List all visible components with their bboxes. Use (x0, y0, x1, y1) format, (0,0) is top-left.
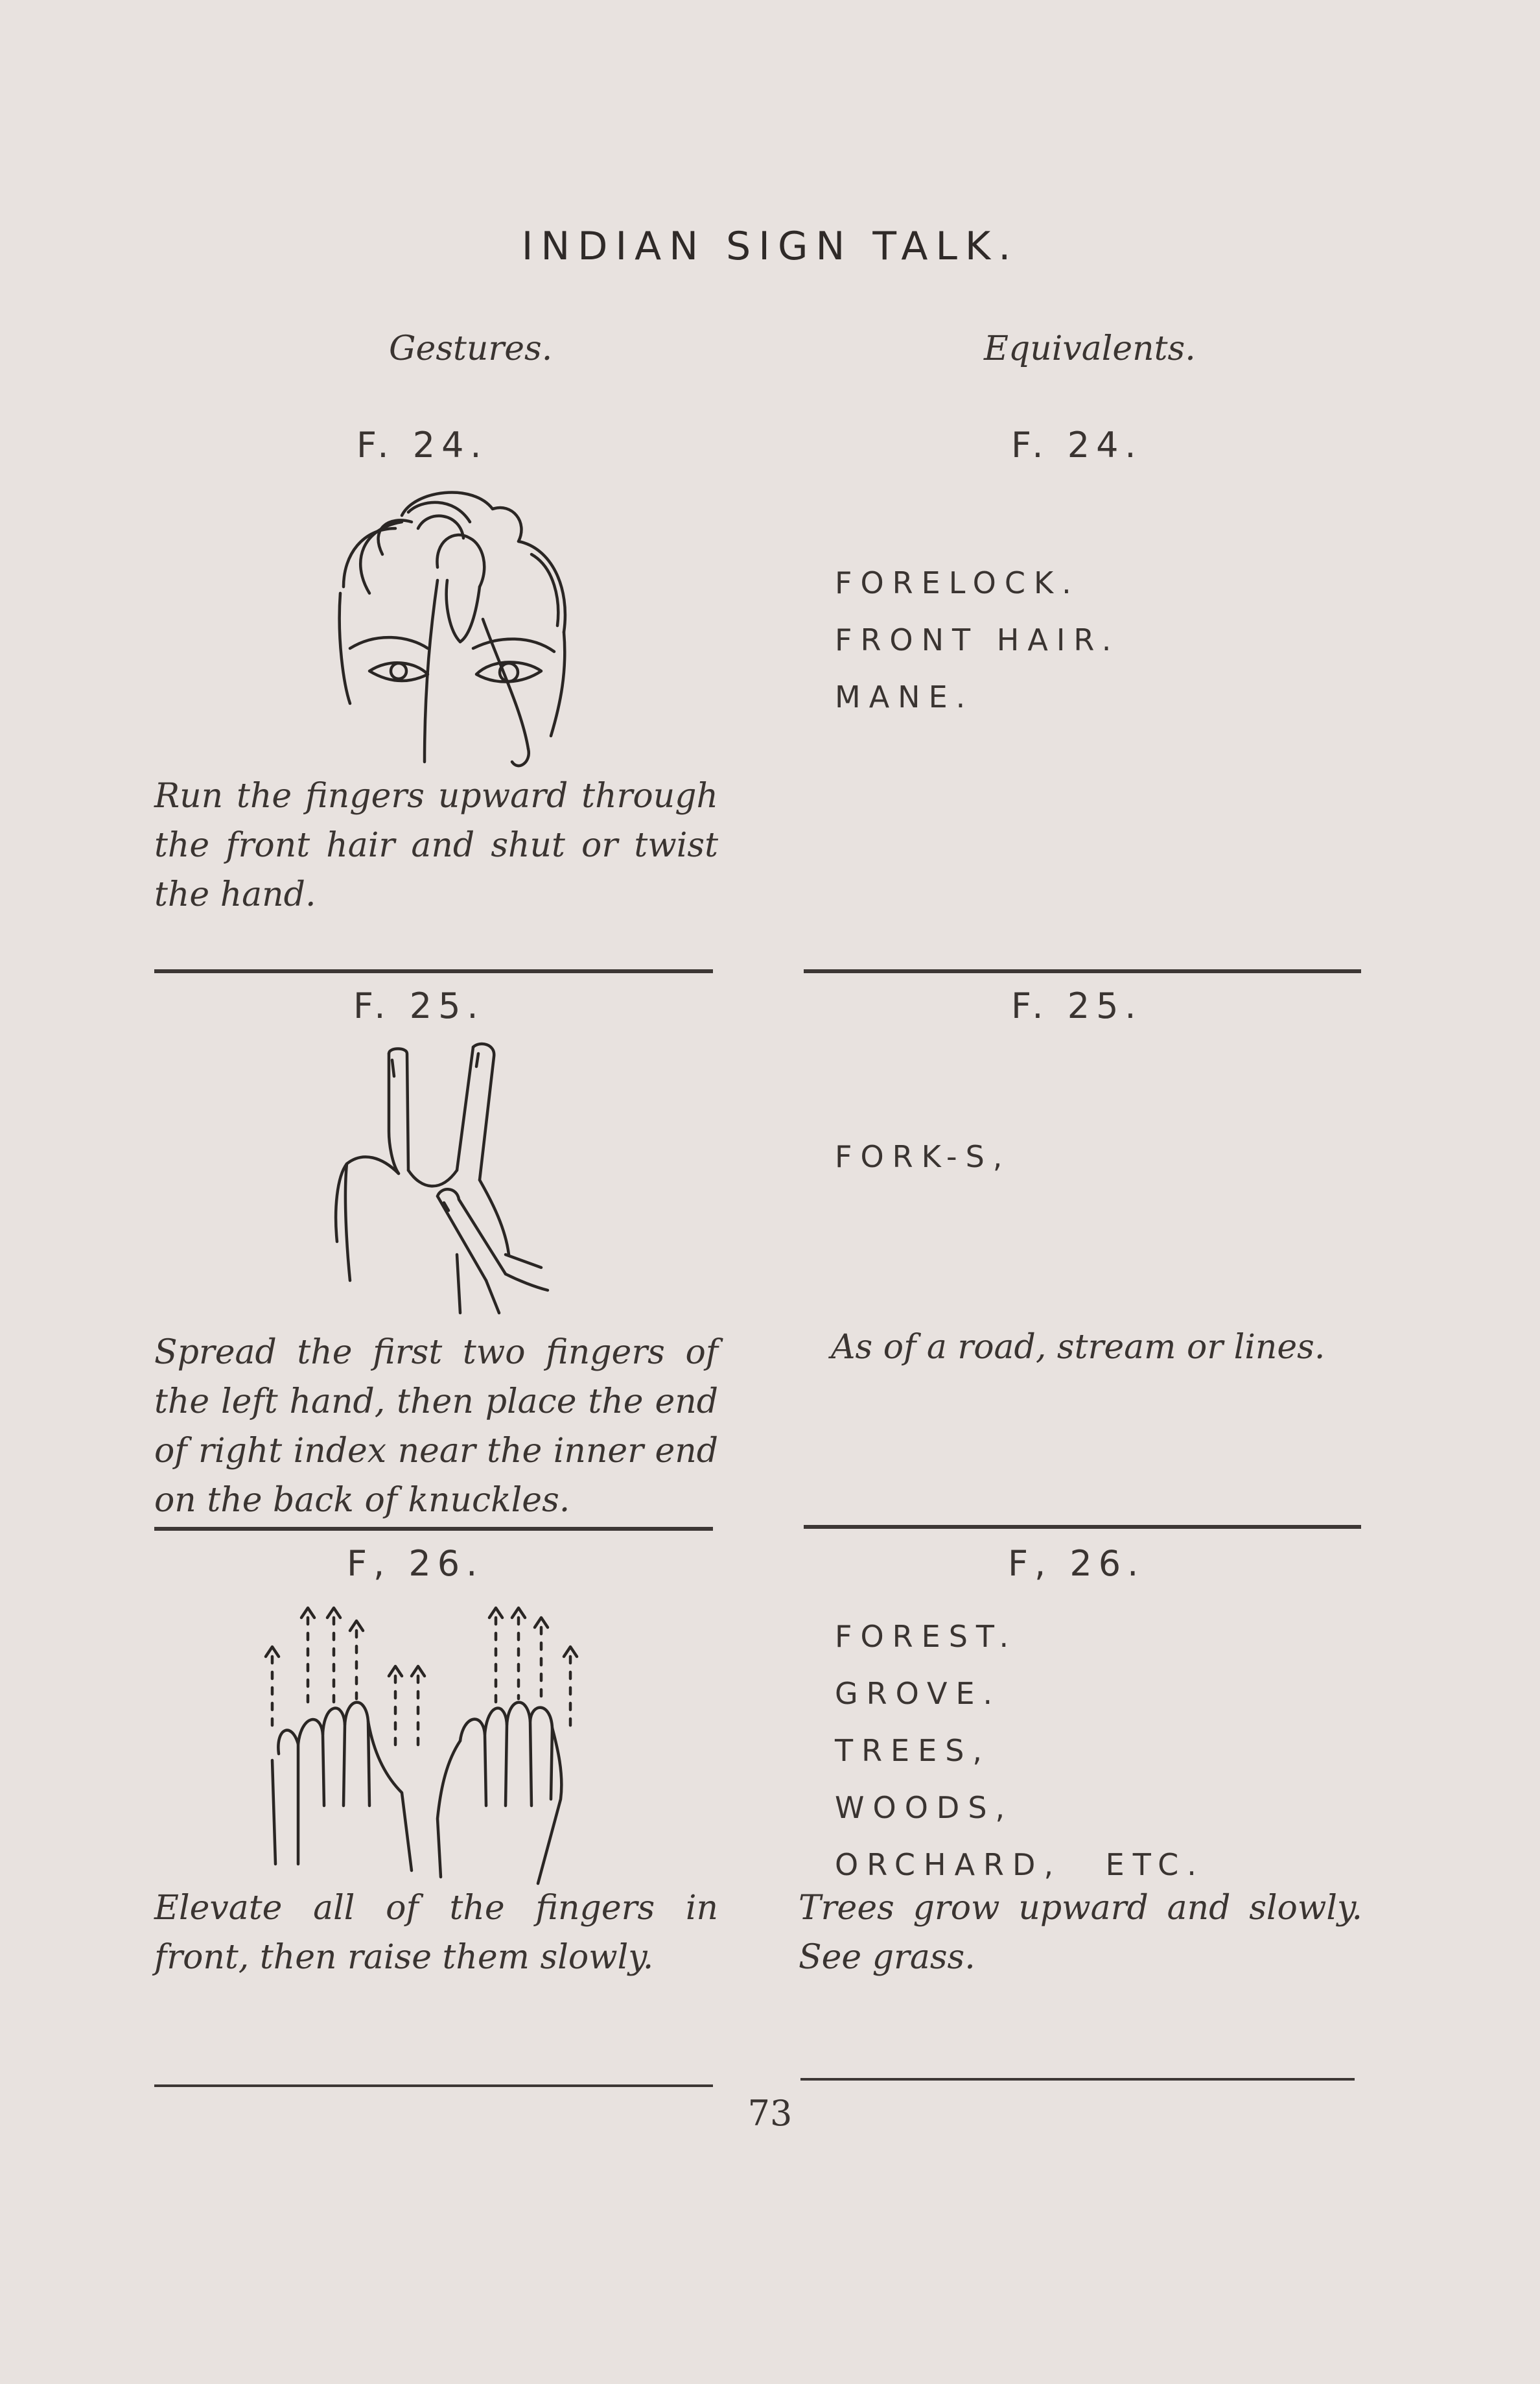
equivalent-note-f25: As of a road, stream or lines. (831, 1328, 1325, 1367)
equivalent-term: FORK-S, (835, 1139, 1011, 1174)
equivalent-note-f26: Trees grow upward and slowly. See grass. (799, 1889, 1362, 1977)
gesture-description-f24: Run the fingers upward through the front hair and shut or twist the hand. (154, 777, 718, 914)
section-divider (804, 1525, 1361, 1529)
page-number: 73 (747, 2093, 793, 2134)
equivalent-term: FORELOCK. (835, 565, 1080, 600)
forked-fingers-illustration (311, 1041, 564, 1319)
section-divider (804, 969, 1361, 973)
section-divider (154, 2084, 713, 2087)
equivalents-label-f26: F, 26. (1008, 1543, 1145, 1584)
page-title: INDIAN SIGN TALK. (521, 224, 1019, 269)
figure-label-f25: F. 25. (353, 985, 485, 1026)
equivalents-column-heading: Equivalents. (984, 329, 1196, 368)
equivalent-term: MANE. (835, 679, 974, 714)
equivalents-list-f24 (835, 554, 1119, 726)
gesture-description-f25: Spread the first two fingers of the left hand, then place the end of right index near the inner end on the back of knuckles. (154, 1333, 718, 1520)
equivalent-term: FRONT HAIR. (835, 622, 1120, 657)
equivalent-term: ORCHARD, ETC. (835, 1847, 1205, 1882)
equivalents-list-f26 (835, 1608, 1205, 1893)
equivalents-label-f25: F. 25. (1011, 985, 1143, 1026)
section-divider (800, 2078, 1355, 2081)
hand-in-forelock-illustration (305, 477, 577, 775)
section-divider (154, 1527, 713, 1531)
equivalent-term: WOODS, (835, 1790, 1014, 1825)
section-divider (154, 969, 713, 973)
equivalent-term: TREES, (835, 1733, 991, 1768)
gesture-description-f26: Elevate all of the fingers in front, then raise them slowly. (154, 1889, 718, 1977)
equivalents-list-f25 (835, 1128, 1010, 1185)
equivalent-term: FOREST. (835, 1619, 1018, 1654)
gestures-column-heading: Gestures. (389, 329, 553, 368)
figure-label-f24: F. 24. (356, 425, 488, 466)
equivalents-label-f24: F. 24. (1011, 425, 1143, 466)
equivalent-term: GROVE. (835, 1676, 1001, 1711)
raised-fingers-illustration (246, 1592, 622, 1887)
figure-label-f26: F, 26. (347, 1543, 484, 1584)
